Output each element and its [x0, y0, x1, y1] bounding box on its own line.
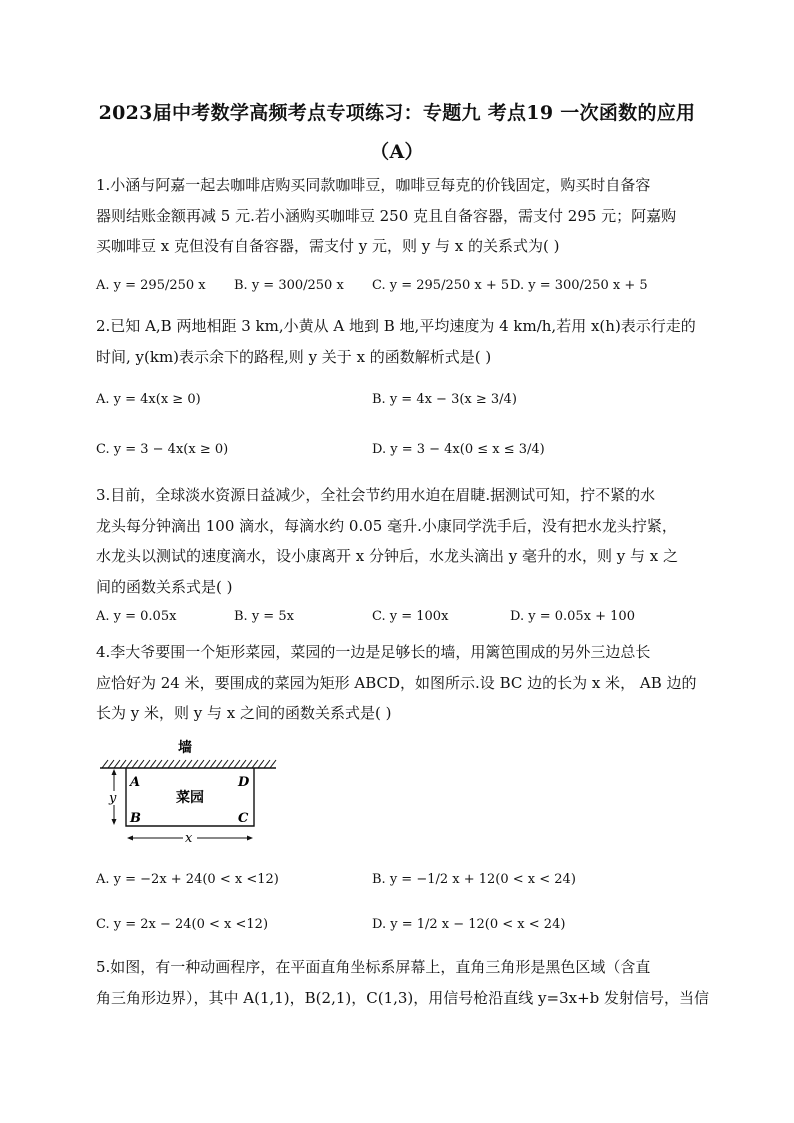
q4-option-a: A. y = −2x + 24(0 < x <12)	[96, 872, 279, 887]
q1-option-b: B. y = 300/250 x	[234, 278, 344, 293]
y-arrow-down	[112, 819, 117, 825]
vertex-d-label: D	[238, 775, 250, 790]
question-5-line: 5.如图，有一种动画程序，在平面直角坐标系屏幕上，直角三角形是黑色区域（含直	[96, 958, 651, 976]
q4-option-b: B. y = −1/2 x + 12(0 < x < 24)	[372, 872, 576, 887]
question-4-line: 4.李大爷要围一个矩形菜园，菜园的一边是足够长的墙，用篱笆围成的另外三边总长	[96, 643, 651, 661]
question-4-line: 长为 y 米，则 y 与 x 之间的函数关系式是( )	[96, 704, 392, 722]
vertex-c-label: C	[238, 811, 249, 826]
question-1	[96, 170, 702, 262]
question-5-line: 角三角形边界），其中 A(1,1)，B(2,1)，C(1,3)，用信号枪沿直线 y=3x+b 发射信号，当信	[96, 988, 710, 1007]
question-2	[96, 311, 702, 372]
q3-option-c: C. y = 100x	[372, 609, 449, 624]
x-dimension-label: x	[185, 831, 193, 846]
vertex-b-label: B	[130, 811, 141, 826]
x-arrow-left	[127, 836, 133, 841]
question-1-line: 1.小涵与阿嘉一起去咖啡店购买同款咖啡豆，咖啡豆每克的价钱固定，购买时自备容	[96, 176, 651, 194]
q3-option-d: D. y = 0.05x + 100	[510, 609, 635, 624]
question-5	[96, 952, 710, 1013]
q2-option-a: A. y = 4x(x ≥ 0)	[96, 392, 201, 407]
question-3-line: 龙头每分钟滴出 100 滴水，每滴水约 0.05 毫升.小康同学洗手后，没有把水龙头拧紧，	[96, 516, 677, 535]
q2-option-c: C. y = 3 − 4x(x ≥ 0)	[96, 442, 229, 457]
question-2-line: 时间, y(km)表示余下的路程,则 y 关于 x 的函数解析式是( )	[96, 347, 492, 366]
question-4	[96, 637, 702, 729]
q2-option-d: D. y = 3 − 4x(0 ≤ x ≤ 3/4)	[372, 442, 545, 457]
q1-option-a: A. y = 295/250 x	[96, 278, 206, 293]
question-3-line: 水龙头以测试的速度滴水，设小康离开 x 分钟后，水龙头滴出 y 毫升的水，则 y 与 x 之	[96, 547, 679, 565]
x-arrow-right	[247, 836, 253, 841]
question-4-line: 应恰好为 24 米，要围成的菜园为矩形 ABCD，如图所示.设 BC 边的长为 x 米， AB 边的	[96, 673, 697, 692]
q4-option-c: C. y = 2x − 24(0 < x <12)	[96, 917, 269, 932]
question-3-line: 3.目前，全球淡水资源日益减少，全社会节约用水迫在眉睫.据测试可知，拧不紧的水	[96, 486, 656, 504]
q1-option-d: D. y = 300/250 x + 5	[510, 278, 648, 293]
page-title: 2023届中考数学高频考点专项练习：专题九 考点19 一次函数的应用	[98, 102, 696, 124]
question-2-line: 2.已知 A,B 两地相距 3 km,小黄从 A 地到 B 地,平均速度为 4 km/h,若用 x(h)表示行走的	[96, 317, 696, 335]
q2-option-b: B. y = 4x − 3(x ≥ 3/4)	[372, 392, 517, 407]
q4-option-d: D. y = 1/2 x − 12(0 < x < 24)	[372, 917, 566, 932]
wall-hatching	[102, 760, 276, 768]
q3-option-b: B. y = 5x	[234, 609, 294, 624]
question-3	[96, 480, 702, 602]
y-dimension-label: y	[109, 791, 117, 806]
q3-option-a: A. y = 0.05x	[96, 609, 177, 624]
garden-figure	[96, 738, 286, 850]
garden-diagram	[96, 738, 286, 850]
q1-option-c: C. y = 295/250 x + 5	[372, 278, 510, 293]
vertex-a-label: A	[130, 775, 141, 790]
wall-label: 墙	[178, 740, 192, 756]
garden-label: 菜园	[176, 790, 204, 806]
question-3-line: 间的函数关系式是( )	[96, 577, 233, 596]
question-1-line: 器则结账金额再减 5 元.若小涵购买咖啡豆 250 克且自备容器，需支付 295 元；阿嘉购	[96, 206, 677, 225]
y-arrow-up	[112, 769, 117, 775]
page-subtitle: （A）	[370, 141, 424, 163]
question-1-line: 买咖啡豆 x 克但没有自备容器，需支付 y 元，则 y 与 x 的关系式为( )	[96, 237, 560, 255]
